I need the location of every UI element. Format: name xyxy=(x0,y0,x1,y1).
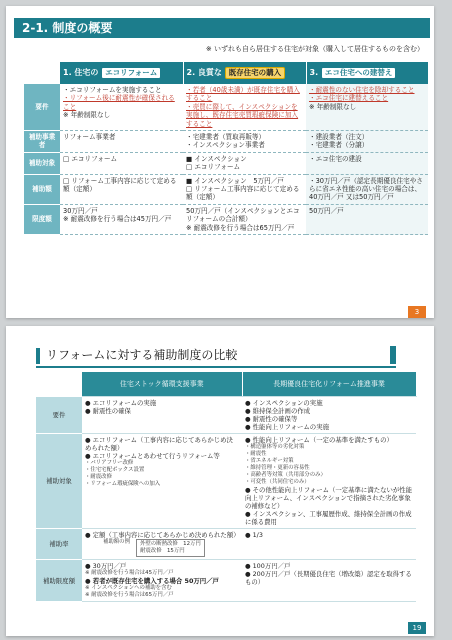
tag-eco-rebuild: エコ住宅への建替え xyxy=(321,67,397,79)
column-header-eco-rebuild: 3. エコ住宅への建替え xyxy=(306,62,428,84)
table-row: 補助額 □ リフォーム工事内容に応じて定める額（定額） ■ インスペクション 5万円／戸 □ リフォーム工事内容に応じて定める額（定額） ・30万円／戸（認定長期優良住宅やさらに省エネ性能の高い住宅の場合は、40万円／戸 又は50万円／戸 xyxy=(24,174,428,204)
page-number: 19 xyxy=(408,622,426,634)
table-row: 補助事業者 リフォーム事業者 ・宅建業者（買取再販等） ・インスペクション事業者 ・建設業者（注文） ・宅建業者（分譲） xyxy=(24,131,428,153)
comparison-table xyxy=(36,372,417,602)
table-row: 補助対象 ● エコリフォーム（工事内容に応じてあらかじめ決められた額） ● エコリフォームとあわせて行うリフォーム等 ・バリアフリー改修 ・住宅宅配ボックス設置 ・耐震改修 ・リフォーム瑕疵保険への加入 ● 性能向上リフォーム（一定の基準を満たすもの） ・構造躯体等の劣化対策 ・耐震性 ・省エネルギー対策 ・維持管理・更新の容易性 ・高齢者等対策（共用部分のみ） ・可変性（共同住宅のみ） ● その他性能向上リフォーム（一定基準に満たないが性能向上リフォーム、インスペクションで指摘された劣化事象の補修など） ● インスペクション、工事履歴作成、維持保全計画の作成に係る費用 xyxy=(36,434,416,529)
column-header-eco-reform: 1. 住宅の エコリフォーム xyxy=(60,62,183,84)
subsidy-example-box: 外壁の断熱改修 12万円 耐震改修 15万円 xyxy=(136,539,205,557)
title-accent-bar xyxy=(36,348,40,364)
page-upper xyxy=(6,6,434,318)
overview-table xyxy=(24,62,429,235)
column-header-existing-purchase: 2. 良質な 既存住宅の購入 xyxy=(183,62,306,84)
column-header-stock-circulation: 住宅ストック循環支援事業 xyxy=(82,372,242,397)
table-row: 要件 ・エコリフォームを実施すること ・リフォーム後に耐震性が確保されること ※ 年齢制限なし ・若者（40歳未満）が既存住宅を購入すること ・売買に際して、インスペクションを実施し、既存住宅売買瑕疵保険に加入すること ・耐震性のない住宅を除却すること ・エコ住宅に建替えること ※ 年齢制限なし xyxy=(24,84,428,131)
table-row: 要件 ● エコリフォームの実施 ● 耐震性の確保 ● インスペクションの実施 ● 維持保全計画の作成 ● 耐震性の確保等 ● 性能向上リフォームの実施 xyxy=(36,397,416,434)
table-row: 限度額 30万円／戸 ※ 耐震改修を行う場合は45万円／戸 50万円／戸（インスペクションとエコリフォームの合計額） ※ 耐震改修を行う場合は65万円／戸 50万円／戸 xyxy=(24,204,428,234)
tag-eco-reform: エコリフォーム xyxy=(101,67,161,79)
page-number: 3 xyxy=(408,306,426,318)
table-row: 補助率 ● 定額（工事内容に応じてあらかじめ決められた額） 補助額の例 外壁の断熱改修 12万円 耐震改修 15万円 ● 1/3 xyxy=(36,529,416,560)
page-title: 2-1. 制度の概要 xyxy=(14,18,430,38)
target-note: ※ いずれも自ら居住する住宅が対象（購入して居住するものを含む） xyxy=(205,45,424,53)
table-row: 補助対象 □ エコリフォーム ■ インスペクション □ エコリフォーム ・エコ住宅の建設 xyxy=(24,152,428,174)
column-header-long-life-reform: 長期優良住宅化リフォーム推進事業 xyxy=(242,372,416,397)
page-lower xyxy=(6,326,434,636)
tag-existing-purchase: 既存住宅の購入 xyxy=(225,67,286,79)
title-end-bar xyxy=(390,346,396,364)
section-title: リフォームに対する補助制度の比較 xyxy=(36,344,396,368)
table-row: 補助限度額 ● 30万円／戸 ※ 耐震改修を行う場合は45万円／戸 ● 若者が既存住宅を購入する場合 50万円／戸 ※ インスペクションへの補助を含む ※ 耐震改修を行う場合は65万円／戸 ● 100万円／戸 ● 200万円／戸（長期優良住宅（増改築）認定を取得するもの） xyxy=(36,560,416,602)
